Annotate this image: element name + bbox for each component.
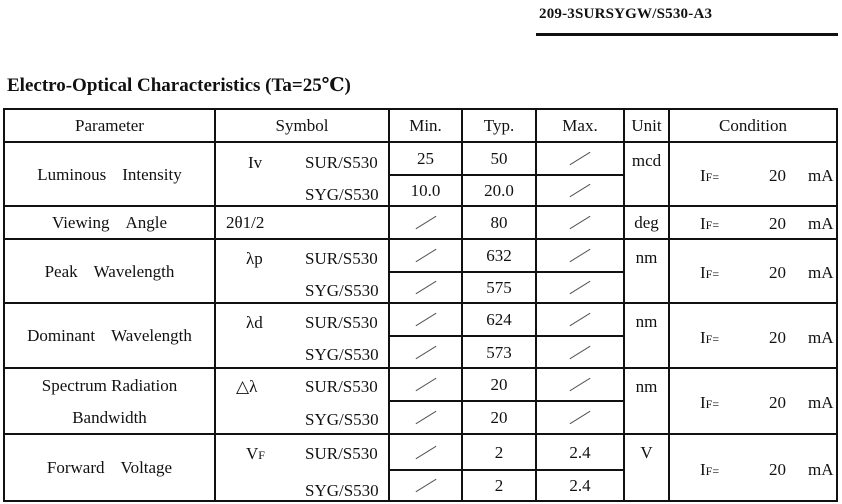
- viewing-angle-parameter: [3, 205, 216, 240]
- condition-symbol: IF=: [700, 214, 720, 233]
- peak-condition: [668, 238, 838, 304]
- luminous-condition: [668, 141, 838, 207]
- dominant-wavelength-parameter: [3, 302, 216, 369]
- forward-min-syg: [388, 469, 463, 502]
- condition-header: Condition: [668, 108, 838, 143]
- condition-value: 20: [769, 460, 786, 479]
- forward-voltage-parameter: [3, 433, 216, 502]
- spectrum-min-syg: [388, 400, 463, 435]
- condition-symbol: IF=: [700, 460, 720, 479]
- dominant-typ-syg: 573: [461, 335, 537, 369]
- spectrum-condition: [668, 367, 838, 435]
- not-applicable-mark: [570, 216, 591, 230]
- spectrum-symbol: △λ: [236, 377, 258, 396]
- condition-symbol: IF=: [700, 263, 720, 282]
- not-applicable-mark: [415, 249, 436, 263]
- not-applicable-mark: [415, 445, 436, 459]
- part-number: 209-3SURSYGW/S530-A3: [539, 6, 713, 22]
- luminous-symbol-cell: [214, 141, 390, 207]
- luminous-typ-sur: 50: [461, 141, 537, 176]
- luminous-variant-syg: SYG/S530: [305, 185, 379, 204]
- luminous-max-syg: [535, 174, 625, 207]
- luminous-min-syg: 10.0: [388, 174, 463, 207]
- spectrum-typ-syg: 20: [461, 400, 537, 435]
- not-applicable-mark: [415, 479, 436, 493]
- luminous-unit: mcd: [623, 141, 670, 207]
- luminous-label: Luminous: [37, 164, 107, 184]
- condition-unit: mA: [808, 460, 834, 479]
- peak-wavelength-parameter: [3, 238, 216, 304]
- peak-min-sur: [388, 238, 463, 273]
- condition-value: 20: [769, 166, 786, 185]
- spectrum-max-syg: [535, 400, 625, 435]
- luminous-typ-syg: 20.0: [461, 174, 537, 207]
- dominant-min-sur: [388, 302, 463, 337]
- spectrum-radiation-label: Spectrum Radiation: [41, 375, 178, 395]
- condition-symbol: IF=: [700, 166, 720, 185]
- viewing-typ: 80: [461, 205, 537, 240]
- not-applicable-mark: [570, 411, 591, 425]
- not-applicable-mark: [570, 378, 591, 392]
- spectrum-variant-syg: SYG/S530: [305, 410, 379, 429]
- forward-typ-syg: 2: [461, 469, 537, 502]
- forward-unit: V: [623, 433, 670, 502]
- viewing-condition: [668, 205, 838, 240]
- spectrum-min-sur: [388, 367, 463, 402]
- forward-variant-syg: SYG/S530: [305, 481, 379, 500]
- peak-symbol-cell: [214, 238, 390, 304]
- peak-max-sur: [535, 238, 625, 273]
- forward-typ-sur: 2: [461, 433, 537, 471]
- forward-max-sur: 2.4: [535, 433, 625, 471]
- spectrum-max-sur: [535, 367, 625, 402]
- not-applicable-mark: [570, 152, 591, 166]
- not-applicable-mark: [415, 411, 436, 425]
- wavelength-label: Wavelength: [93, 261, 175, 281]
- angle-label: Angle: [125, 213, 168, 232]
- peak-unit: nm: [623, 238, 670, 304]
- viewing-label: Viewing: [51, 213, 110, 232]
- not-applicable-mark: [415, 378, 436, 392]
- peak-min-syg: [388, 271, 463, 304]
- symbol-header: Symbol: [214, 108, 390, 143]
- condition-unit: mA: [808, 214, 834, 233]
- not-applicable-mark: [570, 345, 591, 359]
- spectrum-variant-sur: SUR/S530: [305, 377, 378, 396]
- not-applicable-mark: [415, 216, 436, 230]
- not-applicable-mark: [570, 249, 591, 263]
- min-header: Min.: [388, 108, 463, 143]
- wavelength-label: Wavelength: [111, 326, 192, 345]
- dominant-label: Dominant: [27, 326, 96, 345]
- dominant-variant-syg: SYG/S530: [305, 345, 379, 364]
- luminous-max-sur: [535, 141, 625, 176]
- intensity-label: Intensity: [122, 164, 182, 184]
- peak-symbol: λp: [246, 249, 263, 268]
- voltage-label: Voltage: [120, 458, 173, 477]
- not-applicable-mark: [415, 313, 436, 327]
- forward-symbol-cell: [214, 433, 390, 502]
- dominant-min-syg: [388, 335, 463, 369]
- dominant-symbol-cell: [214, 302, 390, 369]
- peak-typ-syg: 575: [461, 271, 537, 304]
- dominant-max-sur: [535, 302, 625, 337]
- not-applicable-mark: [415, 345, 436, 359]
- part-number-underline: [536, 33, 838, 36]
- viewing-max: [535, 205, 625, 240]
- peak-label: Peak: [44, 261, 78, 281]
- condition-unit: mA: [808, 393, 834, 412]
- peak-variant-syg: SYG/S530: [305, 281, 379, 300]
- viewing-min: [388, 205, 463, 240]
- condition-unit: mA: [808, 166, 834, 185]
- forward-max-syg: 2.4: [535, 469, 625, 502]
- condition-value: 20: [769, 328, 786, 347]
- unit-header: Unit: [623, 108, 670, 143]
- dominant-variant-sur: SUR/S530: [305, 313, 378, 332]
- section-title: Electro-Optical Characteristics (Ta=25℃): [7, 75, 351, 96]
- luminous-symbol: Iv: [248, 153, 263, 172]
- condition-symbol: IF=: [700, 393, 720, 412]
- forward-min-sur: [388, 433, 463, 471]
- peak-variant-sur: SUR/S530: [305, 249, 378, 268]
- condition-value: 20: [769, 393, 786, 412]
- condition-unit: mA: [808, 263, 834, 282]
- peak-max-syg: [535, 271, 625, 304]
- forward-label: Forward: [46, 458, 105, 477]
- spectrum-unit: nm: [623, 367, 670, 435]
- condition-symbol: IF=: [700, 328, 720, 347]
- not-applicable-mark: [570, 281, 591, 295]
- dominant-typ-sur: 624: [461, 302, 537, 337]
- forward-condition: [668, 433, 838, 502]
- parameter-header: Parameter: [3, 108, 216, 143]
- condition-unit: mA: [808, 328, 834, 347]
- typ-header: Typ.: [461, 108, 537, 143]
- peak-typ-sur: 632: [461, 238, 537, 273]
- dominant-condition: [668, 302, 838, 369]
- dominant-max-syg: [535, 335, 625, 369]
- dominant-unit: nm: [623, 302, 670, 369]
- dominant-symbol: λd: [246, 313, 263, 332]
- condition-value: 20: [769, 214, 786, 233]
- forward-variant-sur: SUR/S530: [305, 444, 378, 463]
- not-applicable-mark: [570, 184, 591, 198]
- not-applicable-mark: [415, 281, 436, 295]
- viewing-symbol: 2θ1/2: [214, 205, 390, 240]
- not-applicable-mark: [570, 313, 591, 327]
- condition-value: 20: [769, 263, 786, 282]
- luminous-min-sur: 25: [388, 141, 463, 176]
- spectrum-bandwidth-parameter: [3, 367, 216, 435]
- luminous-intensity-parameter: [3, 141, 216, 207]
- spectrum-typ-sur: 20: [461, 367, 537, 402]
- luminous-variant-sur: SUR/S530: [305, 153, 378, 172]
- bandwidth-label: Bandwidth: [72, 407, 147, 427]
- viewing-unit: deg: [623, 205, 670, 240]
- max-header: Max.: [535, 108, 625, 143]
- spectrum-symbol-cell: [214, 367, 390, 435]
- forward-symbol: VF: [246, 444, 265, 463]
